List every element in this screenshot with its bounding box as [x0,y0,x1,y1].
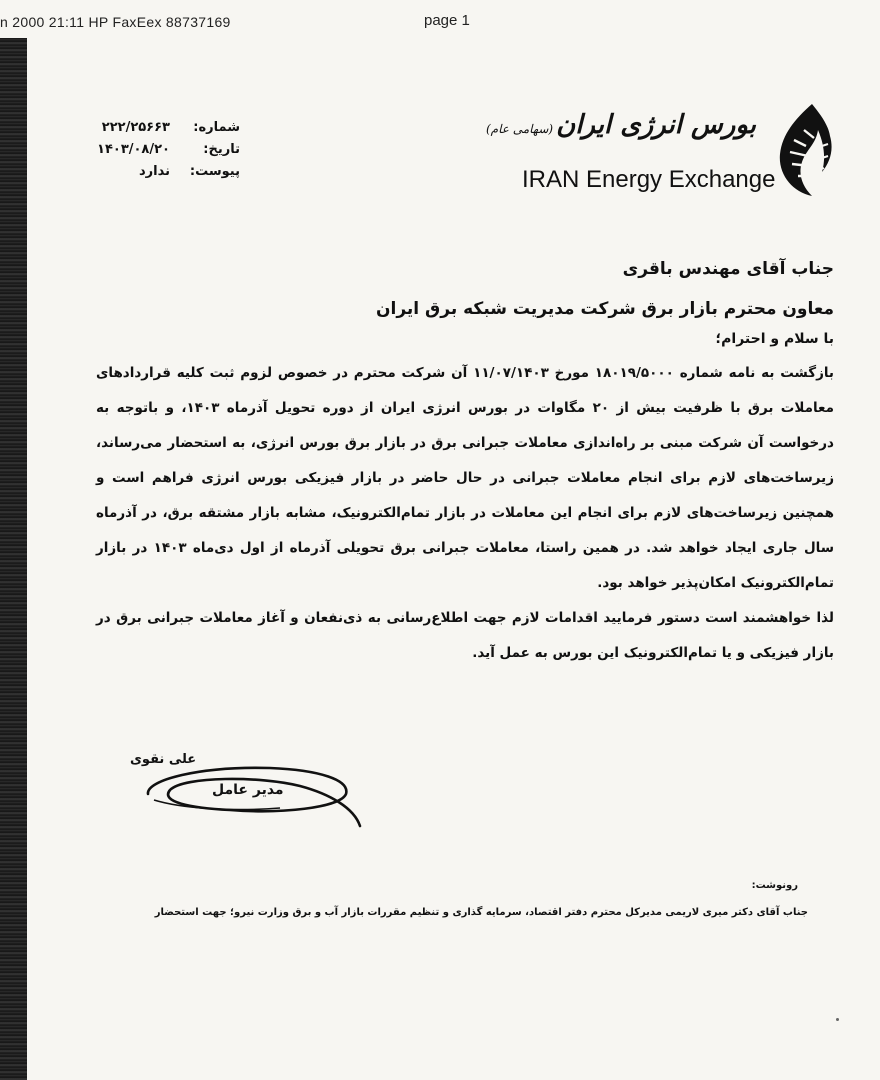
meta-date-row [70,142,240,164]
cc-recipient: جناب آقای دکتر میری لاریمی مدیرکل محترم دفتر اقتصاد، سرمایه گذاری و تنظیم مقررات بازار آب و برق وزارت نیرو؛ جهت استحضار [154,907,808,918]
scan-speck [836,1018,839,1021]
logo-persian-name [486,110,756,140]
number-label: شماره: [193,120,240,135]
logo-persian-title: بورس انرژی ایران [556,110,756,140]
iran-energy-exchange-logo [485,98,838,208]
scan-edge-shadow [0,38,27,1080]
fax-page-number: page 1 [424,12,470,29]
addressee-title: معاون محترم بازار برق شرکت مدیریت شبکه برق ایران [376,299,834,319]
signer-name: علی نقوی [130,752,197,767]
letter-meta [70,120,240,186]
paragraph-main: بازگشت به نامه شماره ۱۸۰۱۹/۵۰۰۰ مورخ ۱۱/۰۷/۱۴۰۳ آن شرکت محترم در خصوص لزوم ثبت کلیه قراردادهای معاملات برق با ظرفیت بیش از ۲۰ مگاوات در بورس انرژی ایران از دوره تحویل آذرماه ۱۴۰۳، و باتوجه به درخواست آن شرکت مبنی بر راه‌اندازی معاملات جبرانی برق در بازار برق بورس انرژی، به استحضار می‌رساند، زیرساخت‌های لازم برای انجام معاملات جبرانی در حال حاضر در بازار فیزیکی بورس انرژی فراهم است و همچنین زیرساخت‌های لازم برای انجام این معاملات در بازار تمام‌الکترونیک، مشابه بازار مشتقه برق، در آذرماه سال جاری ایجاد خواهد شد. در همین راستا، معاملات جبرانی برق تحویلی آذرماه از اول دی‌ماه ۱۴۰۳ در بازار تمام‌الکترونیک امکان‌پذیر خواهد بود. [96,365,835,591]
date-label: تاریخ: [203,142,240,157]
date-value: ۱۴۰۳/۰۸/۲۰ [97,142,170,157]
logo-english-name: IRAN Energy Exchange [522,166,776,193]
flame-emblem-icon [772,100,838,200]
cc-label: رونوشت: [751,880,798,891]
fax-header-line: n 2000 21:11 HP FaxEex 88737169 [0,14,231,30]
paragraph-request: لذا خواهشمند است دستور فرمایید اقدامات لازم جهت اطلاع‌رسانی به ذی‌نفعان و آغاز معاملات جبرانی برق در بازار فیزیکی و یا تمام‌الکترونیک این بورس به عمل آید. [96,610,834,661]
greeting: با سلام و احترام؛ [715,331,834,347]
attachment-value: ندارد [138,164,170,179]
attachment-label: پیوست: [189,164,240,179]
letter-body [96,256,834,671]
meta-attachment-row [70,164,240,186]
number-value: ۲۲۲/۲۵۶۶۳ [101,120,170,135]
meta-number-row [70,120,240,142]
addressee: جناب آقای مهندس باقری [622,259,834,279]
logo-persian-suffix: (سهامی عام) [485,122,554,136]
signer-title: مدیر عامل [212,782,284,798]
